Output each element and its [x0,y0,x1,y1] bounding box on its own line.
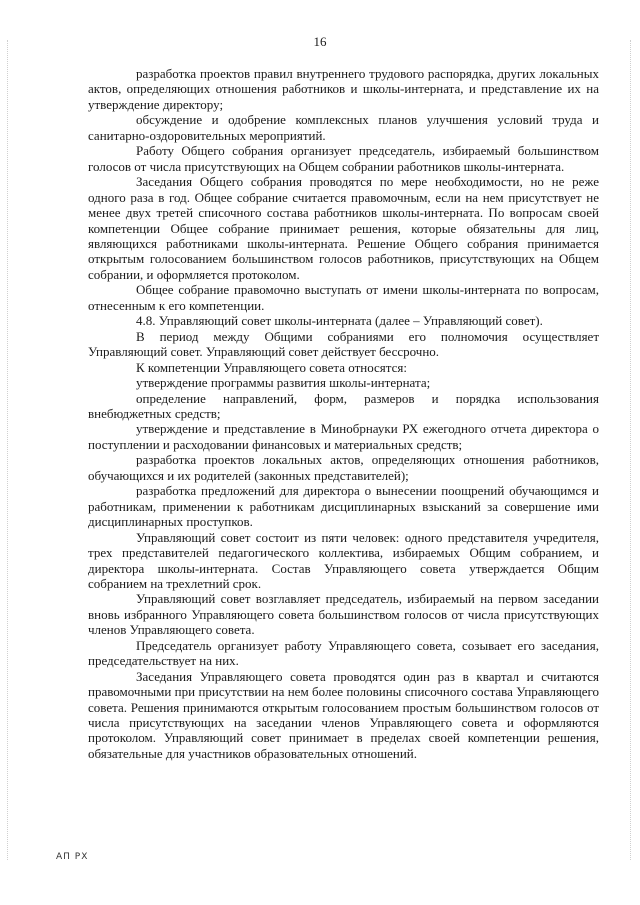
paragraph: Общее собрание правомочно выступать от имени школы-интерната по вопросам, отнесенным к его компетенции. [88,282,599,313]
paragraph: Управляющий совет состоит из пяти человек: одного представителя учредителя, трех представителей педагогического коллектива, избираемых Общим собранием, и директора школы-интерната. Состав Управляющего совета утверждается Общим собранием на трехлетний срок. [88,529,599,591]
list-item: утверждение программы развития школы-интерната; [136,375,431,391]
paragraph: Работу Общего собрания организует председатель, избираемый большинством голосов от числа присутствующих на Общем собрании работников школы-интерната. [88,143,599,174]
scan-edge-left [7,40,8,860]
paragraph: К компетенции Управляющего совета относятся: [136,359,407,375]
paragraph: разработка проектов правил внутреннего трудового распорядка, других локальных актов, определяющих отношения работников и школы-интерната, и представление их на утверждение директору; [88,66,599,112]
section-heading: 4.8. Управляющий совет школы-интерната (далее – Управляющий совет). [136,313,543,329]
paragraph: В период между Общими собраниями его полномочия осуществляет Управляющий совет. Управляющий совет действует бессрочно. [88,328,599,360]
footer-stamp-mark: АП РХ [56,852,89,862]
paragraph: Заседания Управляющего совета проводятся один раз в квартал и считаются правомочными при присутствии на нем более половины списочного состава Управляющего совета. Решения принимаются открытым голосованием простым большинством голосов от числа присутствующих на заседании членов Управляющего совета и оформляются протоколом. Управляющий совет принимает в пределах своей компетенции решения, обязательные для участников образовательных отношений. [88,668,599,761]
paragraph: Председатель организует работу Управляющего совета, созывает его заседания, председательствует на них. [88,637,599,669]
list-item: разработка предложений для директора о вынесении поощрений обучающимся и работникам, применении к работникам дисциплинарных взысканий за совершение ими дисциплинарных проступков. [88,483,599,530]
paragraph: Заседания Общего собрания проводятся по мере необходимости, но не реже одного раза в год. Общее собрание считается правомочным, если на нем присутствует не менее двух третей списочного состава работников школы-интерната. По вопросам своей компетенции Общее собрание принимает решения, которые обязательны для лиц, являющихся работниками школы-интерната. Решение Общего собрания принимается открытым голосованием большинством голосов работников, присутствующих на Общем собрании, и оформляется протоколом. [88,174,599,282]
list-item: разработка проектов локальных актов, определяющих отношения работников, обучающихся и их родителей (законных представителей); [88,452,599,483]
document-body [88,66,599,761]
paragraph: Управляющий совет возглавляет председатель, избираемый на первом заседании вновь избранного Управляющего совета большинством голосов от числа присутствующих членов Управляющего совета. [88,591,599,638]
scan-edge-right [630,40,631,860]
list-item: определение направлений, форм, размеров и порядка использования внебюджетных средств; [88,390,599,421]
list-item: утверждение и представление в Минобрнауки РХ ежегодного отчета директора о поступлении и расходовании финансовых и материальных средств; [88,421,599,452]
page-number: 16 [313,34,327,49]
paragraph: обсуждение и одобрение комплексных планов улучшения условий труда и санитарно-оздоровительных мероприятий. [88,112,599,143]
